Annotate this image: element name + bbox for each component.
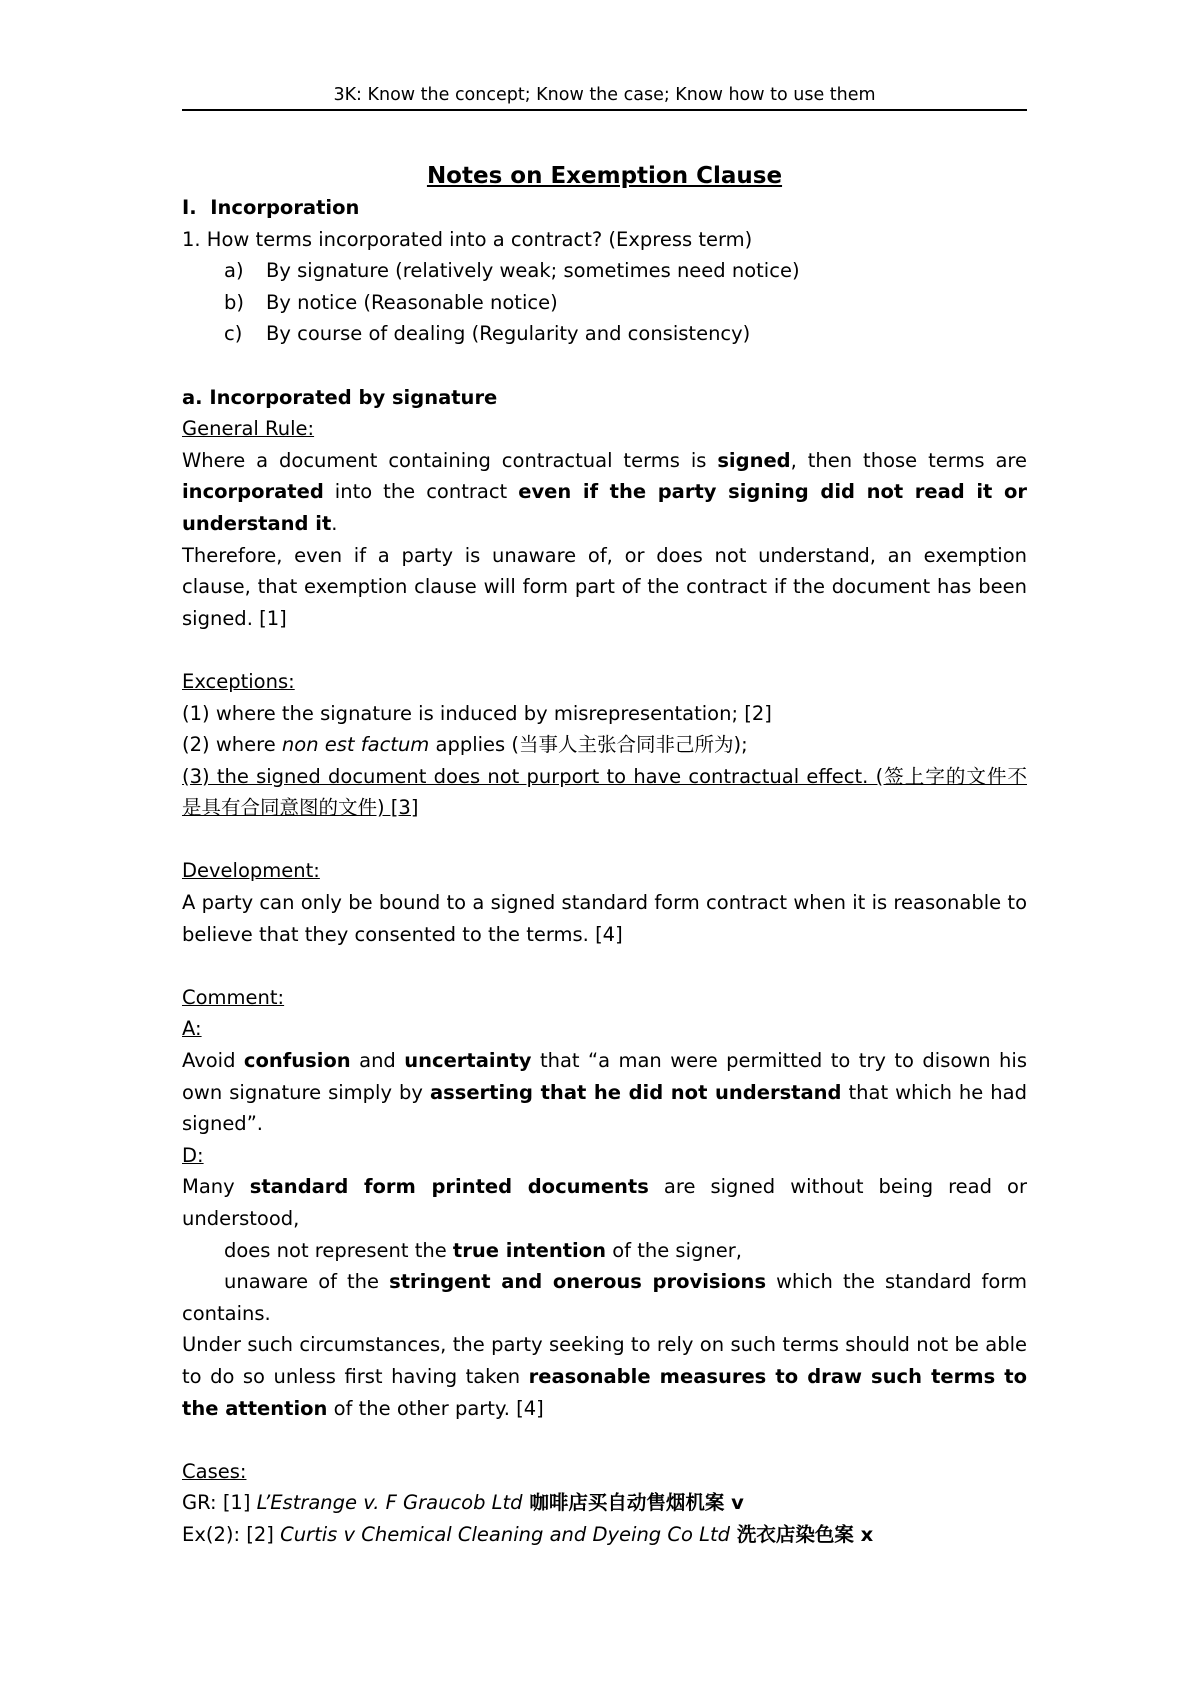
question-line: 1. How terms incorporated into a contract? (Express term) xyxy=(182,227,753,251)
subsection-heading-signature: a. Incorporated by signature xyxy=(182,385,498,409)
development-label: Development: xyxy=(182,859,320,883)
spacer xyxy=(182,1424,1027,1456)
therefore-paragraph: Therefore, even if a party is unaware of, or does not understand, an exemption clause, that exemption clause will form part of the contract if the document has been signed. [1] xyxy=(182,543,1027,630)
comment-d-label: D: xyxy=(182,1143,204,1167)
comment-d-text: Many standard form printed documents are signed without being read or understood, xyxy=(182,1175,1027,1230)
spacer xyxy=(182,634,1027,666)
spacer xyxy=(182,824,1027,856)
case-general-rule: GR: [1] L’Estrange v. F Graucob Ltd 咖啡店买自动售烟机案 v xyxy=(182,1491,744,1515)
document-body xyxy=(182,160,1027,1551)
exception-2: (2) where non est factum applies (当事人主张合同非己所为); xyxy=(182,733,748,757)
exception-3: (3) the signed document does not purport to have contractual effect. (签上字的文件不是具有合同意图的文件) [3] xyxy=(182,764,1027,820)
section-heading-incorporation: I. Incorporation xyxy=(182,196,360,219)
list-item: b) By notice (Reasonable notice) xyxy=(224,290,558,314)
exception-1: (1) where the signature is induced by misrepresentation; [2] xyxy=(182,701,772,725)
page-title: Notes on Exemption Clause xyxy=(426,163,783,189)
development-text: A party can only be bound to a signed standard form contract when it is reasonable to believe that they consented to the terms. [4] xyxy=(182,891,1027,946)
general-rule-label: General Rule: xyxy=(182,417,315,441)
comment-d-line-2: does not represent the true intention of the signer, xyxy=(224,1238,742,1262)
comment-label: Comment: xyxy=(182,985,285,1009)
comment-a-label: A: xyxy=(182,1017,202,1041)
case-exception-2: Ex(2): [2] Curtis v Chemical Cleaning and Dyeing Co Ltd 洗衣店染色案 x xyxy=(182,1522,874,1546)
spacer xyxy=(182,950,1027,982)
general-rule-text: Where a document containing contractual terms is signed, then those terms are incorporated into the contract even if the party signing did not read it or understand it. xyxy=(182,448,1028,535)
spacer xyxy=(182,350,1027,382)
comment-d-line-3: unaware of the stringent and onerous provisions which the standard form contains. xyxy=(182,1270,1028,1325)
exceptions-label: Exceptions: xyxy=(182,669,295,693)
page-header: 3K: Know the concept; Know the case; Know how to use them xyxy=(182,84,1027,111)
comment-a-text: Avoid confusion and uncertainty that “a man were permitted to try to disown his own signature simply by asserting that he did not understand that which he had signed”. xyxy=(182,1049,1027,1136)
list-item: c) By course of dealing (Regularity and consistency) xyxy=(224,322,751,346)
list-item: a) By signature (relatively weak; sometimes need notice) xyxy=(224,259,800,283)
circumstances-paragraph: Under such circumstances, the party seeking to rely on such terms should not be able to do so unless first having taken reasonable measures to draw such terms to the attention of the other party. [4] xyxy=(182,1333,1027,1420)
cases-label: Cases: xyxy=(182,1459,247,1483)
